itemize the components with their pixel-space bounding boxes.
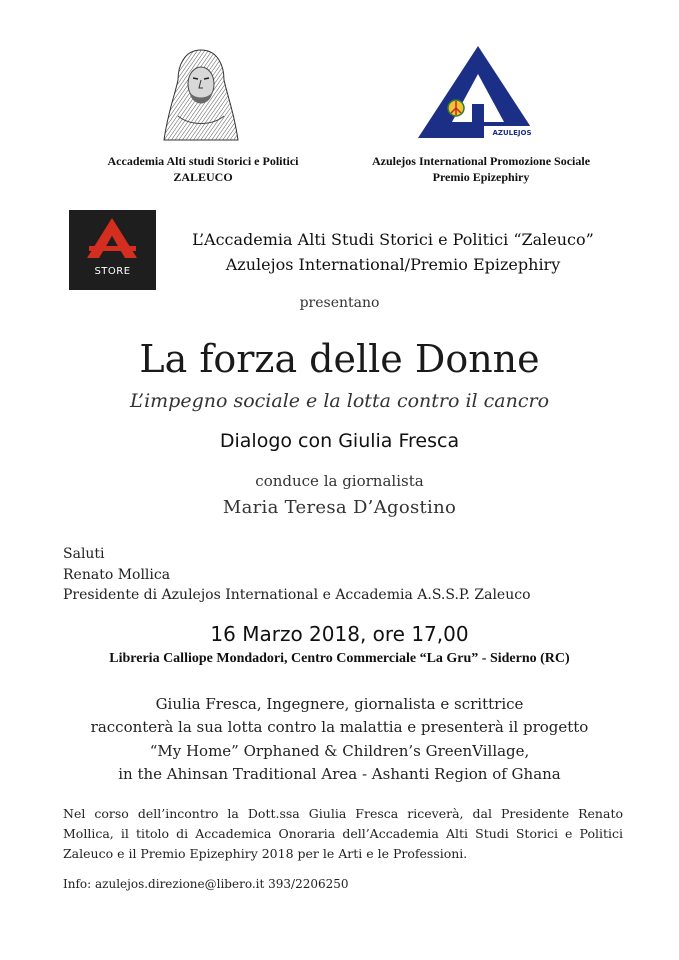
store-a-icon — [69, 210, 156, 266]
story-line: “My Home” Orphaned & Children’s GreenVillage, — [149, 742, 530, 760]
contact-info: Info: azulejos.direzione@libero.it 393/2206250 — [63, 877, 349, 891]
right-caption-line2: Premio Epizephiry — [432, 170, 530, 184]
store-label: STORE — [94, 266, 131, 277]
left-logo-caption — [80, 153, 326, 185]
left-caption-line1: Accademia Alti studi Storici e Politici — [107, 154, 299, 168]
logo-wordmark: AZULEJOS — [492, 129, 532, 137]
right-caption-line1: Azulejos International Promozione Sociale — [371, 154, 591, 168]
dialogue-heading: Dialogo con Giulia Fresca — [219, 430, 460, 452]
azulejos-triangle-logo — [414, 44, 546, 142]
presentano-text: presentano — [299, 295, 380, 311]
event-title: La forza delle Donne — [139, 337, 540, 381]
store-badge — [69, 210, 156, 290]
greetings-role: Presidente di Azulejos International e Accademia A.S.S.P. Zaleuco — [63, 587, 531, 603]
event-venue: Libreria Calliope Mondadori, Centro Commerciale “La Gru” - Siderno (RC) — [109, 651, 570, 666]
story-line: Giulia Fresca, Ingegnere, giornalista e scrittrice — [155, 695, 524, 713]
right-logo-caption — [350, 153, 612, 185]
host-intro: conduce la giornalista — [255, 472, 424, 490]
event-date: 16 Marzo 2018, ore 17,00 — [210, 622, 469, 646]
left-caption-line2: ZALEUCO — [173, 170, 233, 184]
host-name: Maria Teresa D’Agostino — [222, 497, 457, 518]
story-line: racconterà la sua lotta contro la malattia e presenterà il progetto — [90, 718, 589, 736]
event-subtitle: L’impegno sociale e la lotta contro il cancro — [129, 390, 550, 412]
organizers-line1: L’Accademia Alti Studi Storici e Politici “Zaleuco” — [192, 230, 594, 249]
zaleuco-bust-logo — [160, 46, 242, 142]
story-line: in the Ahinsan Traditional Area - Ashanti Region of Ghana — [118, 765, 561, 783]
award-paragraph: Nel corso dell’incontro la Dott.ssa Giulia Fresca riceverà, dal Presidente Renato Mollica, il titolo di Accademica Onoraria dell’Accademia Alti Studi Storici e Politici Zaleuco e il Premio Epizephiry 2018 per le Arti e le Professioni. — [63, 806, 623, 861]
greetings-label: Saluti — [63, 546, 105, 562]
greetings-name: Renato Mollica — [63, 567, 171, 583]
organizers-line2: Azulejos International/Premio Epizephiry — [225, 255, 561, 274]
